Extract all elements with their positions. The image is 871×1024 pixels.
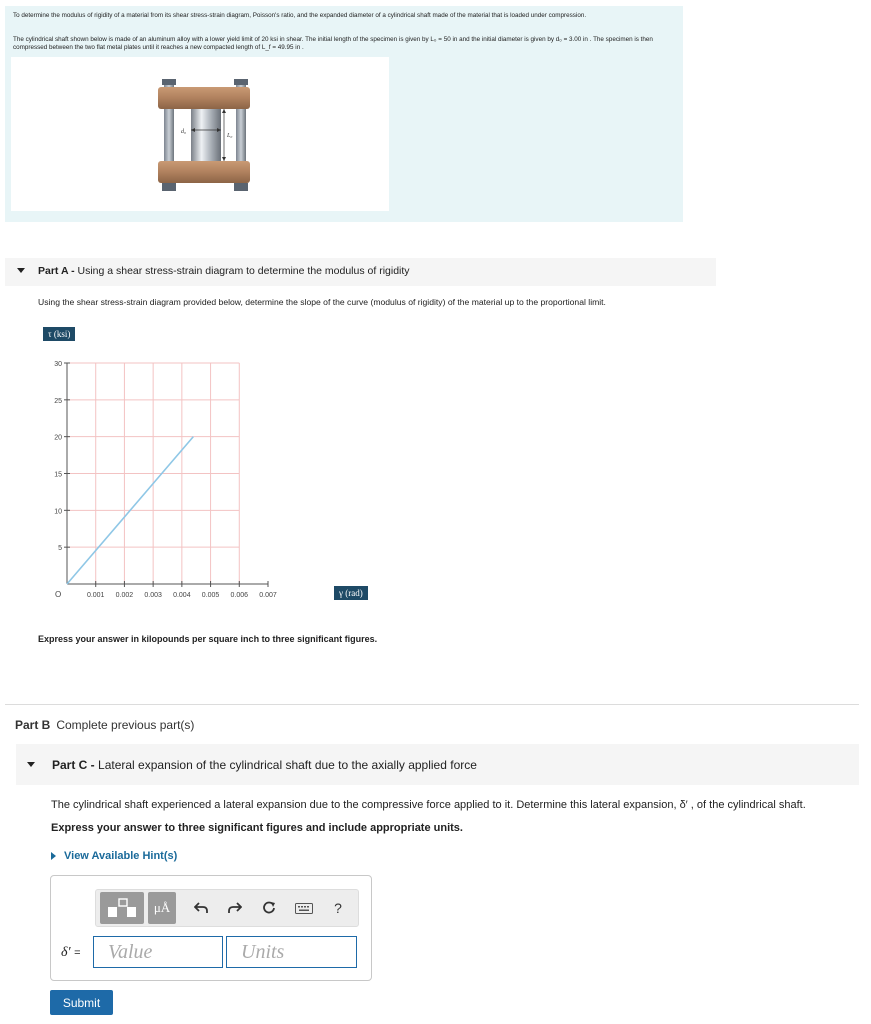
x-tick-label: 0.007: [259, 592, 277, 599]
shaft-illustration: [11, 57, 389, 211]
y-tick-label: 15: [54, 471, 62, 479]
units-symbols-button[interactable]: μÅ: [148, 892, 176, 924]
divider: [5, 704, 859, 705]
redo-icon: [228, 902, 242, 914]
part-a-label: Part A -: [38, 265, 75, 277]
redo-button[interactable]: [224, 892, 246, 924]
equals-sign: =: [74, 947, 81, 959]
part-a-title: [38, 265, 410, 277]
x-tick-label: 0.001: [86, 592, 105, 599]
submit-button[interactable]: Submit: [50, 990, 113, 1015]
part-c-express: Express your answer to three significant figures and include appropriate units.: [51, 822, 463, 834]
keyboard-icon: [295, 903, 313, 914]
problem-intro: [5, 6, 683, 222]
x-tick-label: 0.003: [144, 592, 162, 599]
help-button[interactable]: ?: [334, 900, 342, 916]
x-tick-label: 0.005: [201, 592, 220, 599]
y-tick-label: 30: [54, 361, 62, 368]
reset-button[interactable]: [258, 892, 280, 924]
intro-paragraph-1: To determine the modulus of rigidity of a material from its shear stress-strain diagram, Poisson's ratio, and the expanded diameter of a cylindrical shaft made of the material that is loaded under compression.: [13, 12, 587, 19]
expand-arrow-icon: [51, 852, 56, 860]
y-tick-label: 5: [58, 545, 62, 553]
templates-button[interactable]: [100, 892, 144, 924]
x-axis-label: γ (rad): [334, 586, 368, 600]
value-input[interactable]: [93, 936, 223, 968]
x-tick-label: 0.004: [173, 592, 191, 599]
templates-icon: [106, 897, 138, 919]
y-tick-label: 20: [54, 434, 62, 442]
part-a-title-text: Using a shear stress-strain diagram to determine the modulus of rigidity: [74, 265, 410, 277]
part-c-label: Part C -: [52, 758, 95, 772]
origin-label: O: [55, 590, 62, 599]
y-tick-label: 25: [54, 397, 62, 405]
part-c-title: [52, 758, 477, 772]
hint-label: View Available Hint(s): [64, 850, 178, 862]
collapse-triangle-icon[interactable]: [17, 268, 25, 273]
y-axis-label: τ (ksi): [43, 327, 75, 341]
undo-icon: [194, 902, 208, 914]
part-a-express: Express your answer in kilopounds per square inch to three significant figures.: [38, 634, 378, 644]
part-c-instruction: The cylindrical shaft experienced a lateral expansion due to the compressive force applied to it. Determine this lateral expansion, δ′ , of the cylindrical shaft.: [51, 799, 806, 811]
l0-label: L₀: [227, 133, 233, 139]
part-c-title-text: Lateral expansion of the cylindrical shaft due to the axially applied force: [94, 758, 477, 772]
bottom-plate: [158, 161, 250, 183]
y-tick-label: 10: [54, 508, 62, 516]
reset-icon: [262, 901, 276, 915]
x-tick-label: 0.006: [230, 592, 249, 599]
answer-box: [50, 875, 372, 981]
shear-stress-strain-chart: [30, 350, 360, 650]
top-plate: [158, 87, 250, 109]
part-b-status: Complete previous part(s): [56, 718, 195, 732]
delta-prime-label: [61, 945, 81, 961]
part-a-instruction: Using the shear stress-strain diagram provided below, determine the slope of the curve (modulus of rigidity) of the material up to the proportional limit.: [38, 297, 606, 307]
part-b-label: Part B: [15, 718, 51, 732]
view-hints-link[interactable]: [51, 850, 177, 862]
undo-button[interactable]: [190, 892, 212, 924]
units-input[interactable]: [226, 936, 357, 968]
math-toolbar: [95, 889, 359, 927]
collapse-triangle-icon[interactable]: [27, 762, 35, 767]
keyboard-button[interactable]: [292, 892, 316, 924]
d0-label: d₀: [181, 129, 187, 135]
delta-symbol: δ′: [61, 945, 71, 960]
specimen-shaft: [191, 109, 221, 161]
part-b: [15, 718, 194, 732]
intro-paragraph-2: The cylindrical shaft shown below is made of an aluminum alloy with a lower yield limit of 20 ksi in shear. The initial length of the specimen is given by L₀ = 50 in and the initial diameter is given by d₀ = 3.00 in . The specimen is then compressed between the two flat metal plates until it reaches a new compacted length of L_f = 49.95 in .: [13, 36, 653, 52]
shaft-figure: [11, 57, 389, 211]
x-tick-label: 0.002: [115, 592, 134, 599]
